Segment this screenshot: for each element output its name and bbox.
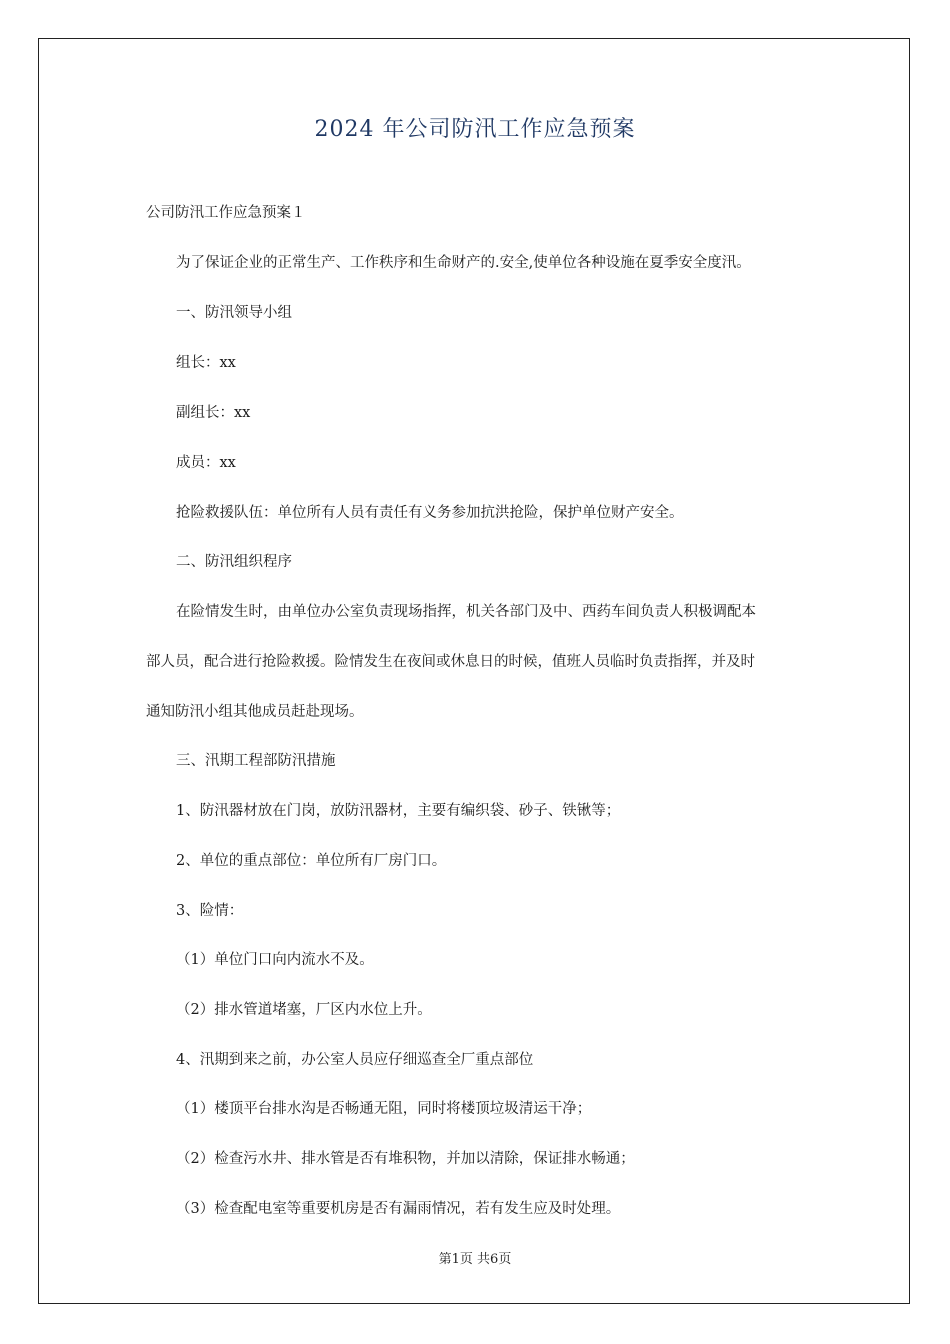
paragraph: 部人员，配合进行抢险救援。险情发生在夜间或休息日的时候，值班人员临时负责指挥，并及时 — [146, 654, 755, 670]
subheading: 一、防汛领导小组 — [176, 305, 292, 321]
list-item: （2）检查污水井、排水管是否有堆积物，并加以清除，保证排水畅通； — [176, 1151, 635, 1167]
list-item: 2、单位的重点部位：单位所有厂房门口。 — [176, 853, 447, 869]
subheading: 三、汛期工程部防汛措施 — [176, 753, 336, 769]
list-item: （1）楼顶平台排水沟是否畅通无阻，同时将楼顶垃圾清运干净； — [176, 1101, 592, 1117]
paragraph: 副组长：xx — [176, 405, 251, 421]
subheading: 二、防汛组织程序 — [176, 554, 292, 570]
list-item: （3）检查配电室等重要机房是否有漏雨情况，若有发生应及时处理。 — [176, 1201, 621, 1217]
list-item: （1）单位门口向内流水不及。 — [176, 952, 374, 968]
paragraph: 组长：xx — [176, 355, 236, 371]
section-heading: 公司防汛工作应急预案１ — [146, 205, 306, 221]
list-item: 3、险情： — [176, 903, 244, 919]
document-title: 2024 年公司防汛工作应急预案 — [314, 117, 636, 142]
paragraph: 通知防汛小组其他成员赶赴现场。 — [146, 704, 364, 720]
paragraph: 抢险救援队伍：单位所有人员有责任有义务参加抗洪抢险，保护单位财产安全。 — [176, 505, 684, 521]
list-item: 1、防汛器材放在门岗，放防汛器材，主要有编织袋、砂子、铁锹等； — [176, 803, 621, 819]
paragraph: 为了保证企业的正常生产、工作秩序和生命财产的.安全,使单位各种设施在夏季安全度汛。 — [176, 255, 751, 271]
list-item: （2）排水管道堵塞，厂区内水位上升。 — [176, 1002, 432, 1018]
list-item: 4、汛期到来之前，办公室人员应仔细巡查全厂重点部位 — [176, 1052, 534, 1068]
paragraph: 成员：xx — [176, 455, 236, 471]
paragraph: 在险情发生时，由单位办公室负责现场指挥，机关各部门及中、西药车间负责人积极调配本 — [176, 604, 756, 620]
page-footer: 第1页 共6页 — [438, 1252, 512, 1267]
